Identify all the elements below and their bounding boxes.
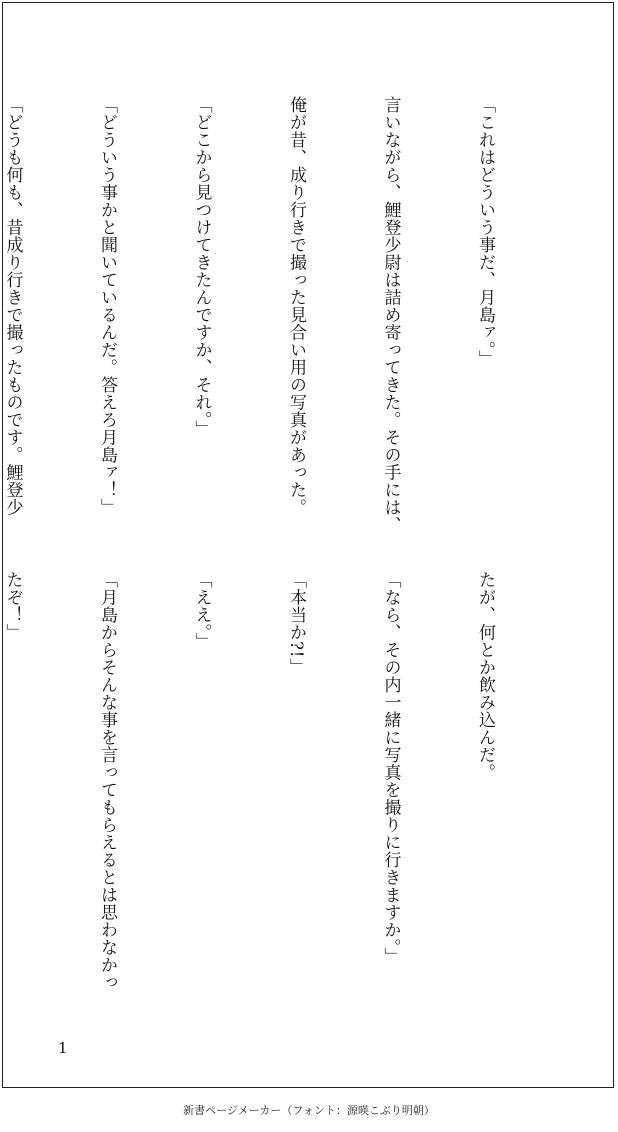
page-frame (2, 2, 614, 1088)
text-line: 「これはどういう事だ、月島ァ。」 (475, 96, 495, 368)
text-line: たぞ！」 (2, 571, 23, 641)
page-number: 1 (58, 1039, 68, 1057)
text-line: 「本当か?!」 (286, 571, 306, 676)
text-line: 「月島からそんな事を言ってもらえるとは思わなかっ (97, 571, 117, 991)
text-line: 「どうも何も、昔成り行きで撮ったものです。鯉登少 (2, 96, 23, 516)
footer-credit: 新書ページメーカー（フォント：源暎こぶり明朝） (183, 1104, 435, 1117)
text-line: 「どこから見つけてきたんですか、それ。」 (191, 96, 212, 438)
text-line: 俺が昔、成り行きで撮った見合い用の写真があった。 (286, 96, 306, 516)
upper-text-block (0, 96, 563, 534)
text-line: 「ええ。」 (191, 571, 212, 650)
lower-text-block (0, 571, 563, 1009)
text-line: たが、何とか飲み込んだ。 (475, 571, 495, 781)
text-line: 「なら、その内一緒に写真を撮りに行きますか。」 (380, 571, 401, 965)
text-line: 言いながら、鯉登少尉は詰め寄ってきた。その手には、 (380, 96, 401, 534)
text-line: 「どういう事かと聞いているんだ。答えろ月島ァ！」 (97, 96, 117, 516)
